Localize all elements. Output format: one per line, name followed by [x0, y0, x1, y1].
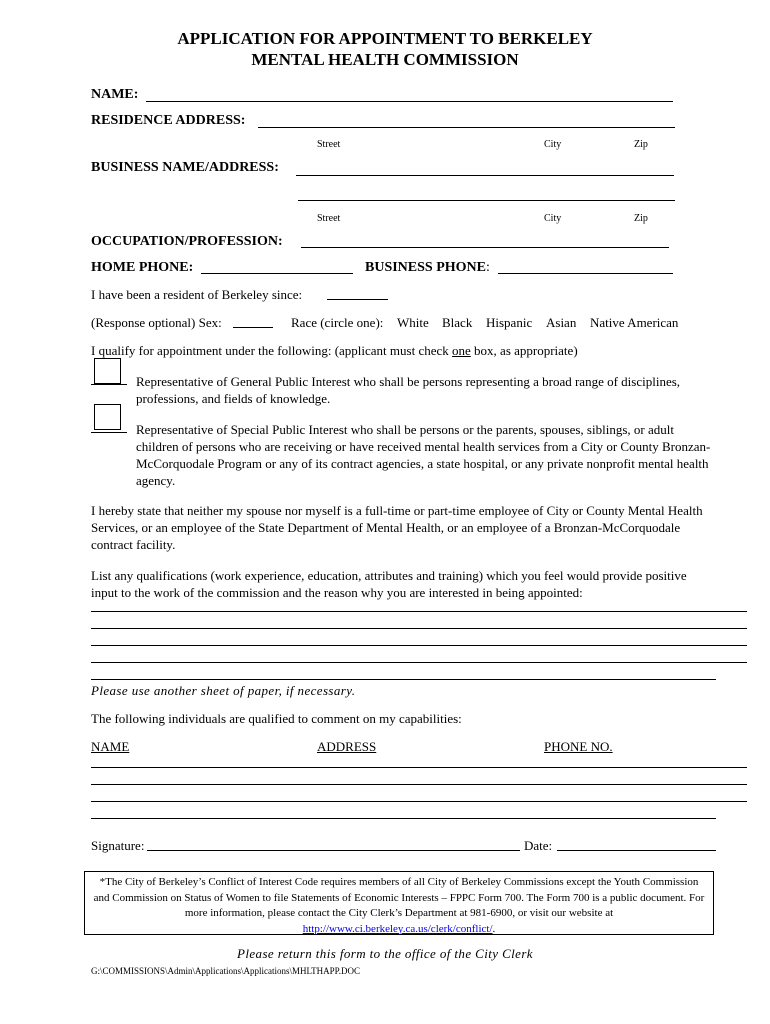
occupation-field[interactable]: [301, 247, 669, 248]
business-phone-field[interactable]: [498, 273, 673, 274]
business-address-field-2[interactable]: [298, 200, 675, 201]
business-phone-label: [365, 260, 490, 276]
home-phone-label: HOME PHONE:: [91, 260, 194, 275]
residence-street-caption: Street: [317, 139, 341, 150]
signature-label: Signature:: [91, 838, 145, 853]
business-address-field-1[interactable]: [296, 175, 674, 176]
name-label: NAME:: [91, 87, 139, 102]
special-interest-option: Representative of Special Public Interest who shall be persons or the parents, spouses, siblings, or adult children of persons who are receiving or have received mental health services from a City or County Bronzan-McCorquodale Program or any of its contract agencies, a state hospital, or any private nonprofit mental health agency.: [136, 422, 711, 488]
residence-zip-caption: Zip: [634, 139, 648, 150]
form-title-line2: MENTAL HEALTH COMMISSION: [251, 50, 519, 69]
another-sheet-note: Please use another sheet of paper, if necessary.: [91, 683, 356, 698]
qualifications-line[interactable]: [91, 679, 716, 680]
signature-field[interactable]: [147, 850, 520, 851]
residence-address-label: RESIDENCE ADDRESS:: [91, 113, 246, 128]
home-phone-field[interactable]: [201, 273, 353, 274]
special-interest-checkbox[interactable]: [94, 404, 121, 430]
qualify-intro-one: one: [452, 343, 471, 358]
qualifications-line[interactable]: [91, 611, 747, 612]
business-phone-colon: :: [485, 260, 490, 275]
resident-since-field[interactable]: [327, 299, 388, 300]
reference-line[interactable]: [91, 784, 747, 785]
residence-address-field[interactable]: [258, 127, 675, 128]
resident-since-label: I have been a resident of Berkeley since:: [91, 287, 303, 302]
business-phone-label-text: BUSINESS PHONE: [365, 260, 486, 275]
qualify-intro-after: box, as appropriate): [470, 343, 578, 358]
references-phone-header: PHONE NO.: [544, 739, 613, 754]
race-option-black[interactable]: Black: [442, 315, 473, 330]
qualifications-prompt: List any qualifications (work experience, education, attributes and training) which you feel would provide positive input to the work of the commission and the reason why you are interested in being appointed:: [91, 568, 687, 600]
sex-label: (Response optional) Sex:: [91, 315, 222, 330]
race-option-asian[interactable]: Asian: [546, 315, 577, 330]
form-title-line1: APPLICATION FOR APPOINTMENT TO BERKELEY: [177, 29, 593, 48]
notice-end: .: [492, 922, 496, 935]
general-interest-check-line: [91, 384, 127, 385]
race-option-native-american[interactable]: Native American: [590, 315, 679, 330]
race-option-hispanic[interactable]: Hispanic: [486, 315, 533, 330]
qualify-intro: [91, 342, 578, 359]
conflict-link[interactable]: http://www.ci.berkeley.ca.us/clerk/conflict/: [302, 922, 493, 935]
special-interest-check-line: [91, 432, 127, 433]
name-field[interactable]: [146, 101, 673, 102]
business-city-caption: City: [544, 213, 562, 224]
occupation-label: OCCUPATION/PROFESSION:: [91, 234, 283, 249]
date-field[interactable]: [557, 850, 716, 851]
date-label: Date:: [524, 838, 553, 853]
business-street-caption: Street: [317, 213, 341, 224]
qualifications-line[interactable]: [91, 662, 747, 663]
business-address-label: BUSINESS NAME/ADDRESS:: [91, 160, 279, 175]
notice-text: *The City of Berkeley’s Conflict of Interest Code requires members of all City of Berkeley Commissions except the Youth Commission and Commission on Status of Women to file Statements of Economic Interests – FPPC Form 700. The Form 700 is a public document. For more information, please contact the City Clerk’s Department at 981-6900, or visit our website at: [93, 876, 705, 919]
qualifications-line[interactable]: [91, 628, 747, 629]
conflict-of-interest-notice: [84, 871, 714, 935]
general-interest-option: Representative of General Public Interest who shall be persons representing a broad range of disciplines, professions, and fields of knowledge.: [136, 374, 681, 406]
reference-line[interactable]: [91, 818, 716, 819]
references-address-header: ADDRESS: [317, 739, 377, 754]
sex-field[interactable]: [233, 327, 273, 328]
employment-statement: I hereby state that neither my spouse nor myself is a full-time or part-time employee of City or County Mental Health Services, or an employee of the State Department of Mental Health, or an employee of a Bronzan-McCorquodale contract facility.: [91, 503, 703, 552]
return-note: Please return this form to the office of the City Clerk: [237, 946, 533, 961]
qualifications-line[interactable]: [91, 645, 747, 646]
reference-line[interactable]: [91, 767, 747, 768]
file-path: G:\COMMISSIONS\Admin\Applications\Applications\MHLTHAPP.DOC: [91, 966, 360, 976]
race-label: Race (circle one):: [291, 315, 384, 330]
reference-line[interactable]: [91, 801, 747, 802]
residence-city-caption: City: [544, 139, 562, 150]
business-zip-caption: Zip: [634, 213, 648, 224]
general-interest-checkbox[interactable]: [94, 358, 121, 384]
references-intro: The following individuals are qualified to comment on my capabilities:: [91, 711, 462, 726]
race-option-white[interactable]: White: [397, 315, 429, 330]
qualify-intro-before: I qualify for appointment under the following: (applicant must check: [91, 343, 453, 358]
references-name-header: NAME: [91, 739, 130, 754]
